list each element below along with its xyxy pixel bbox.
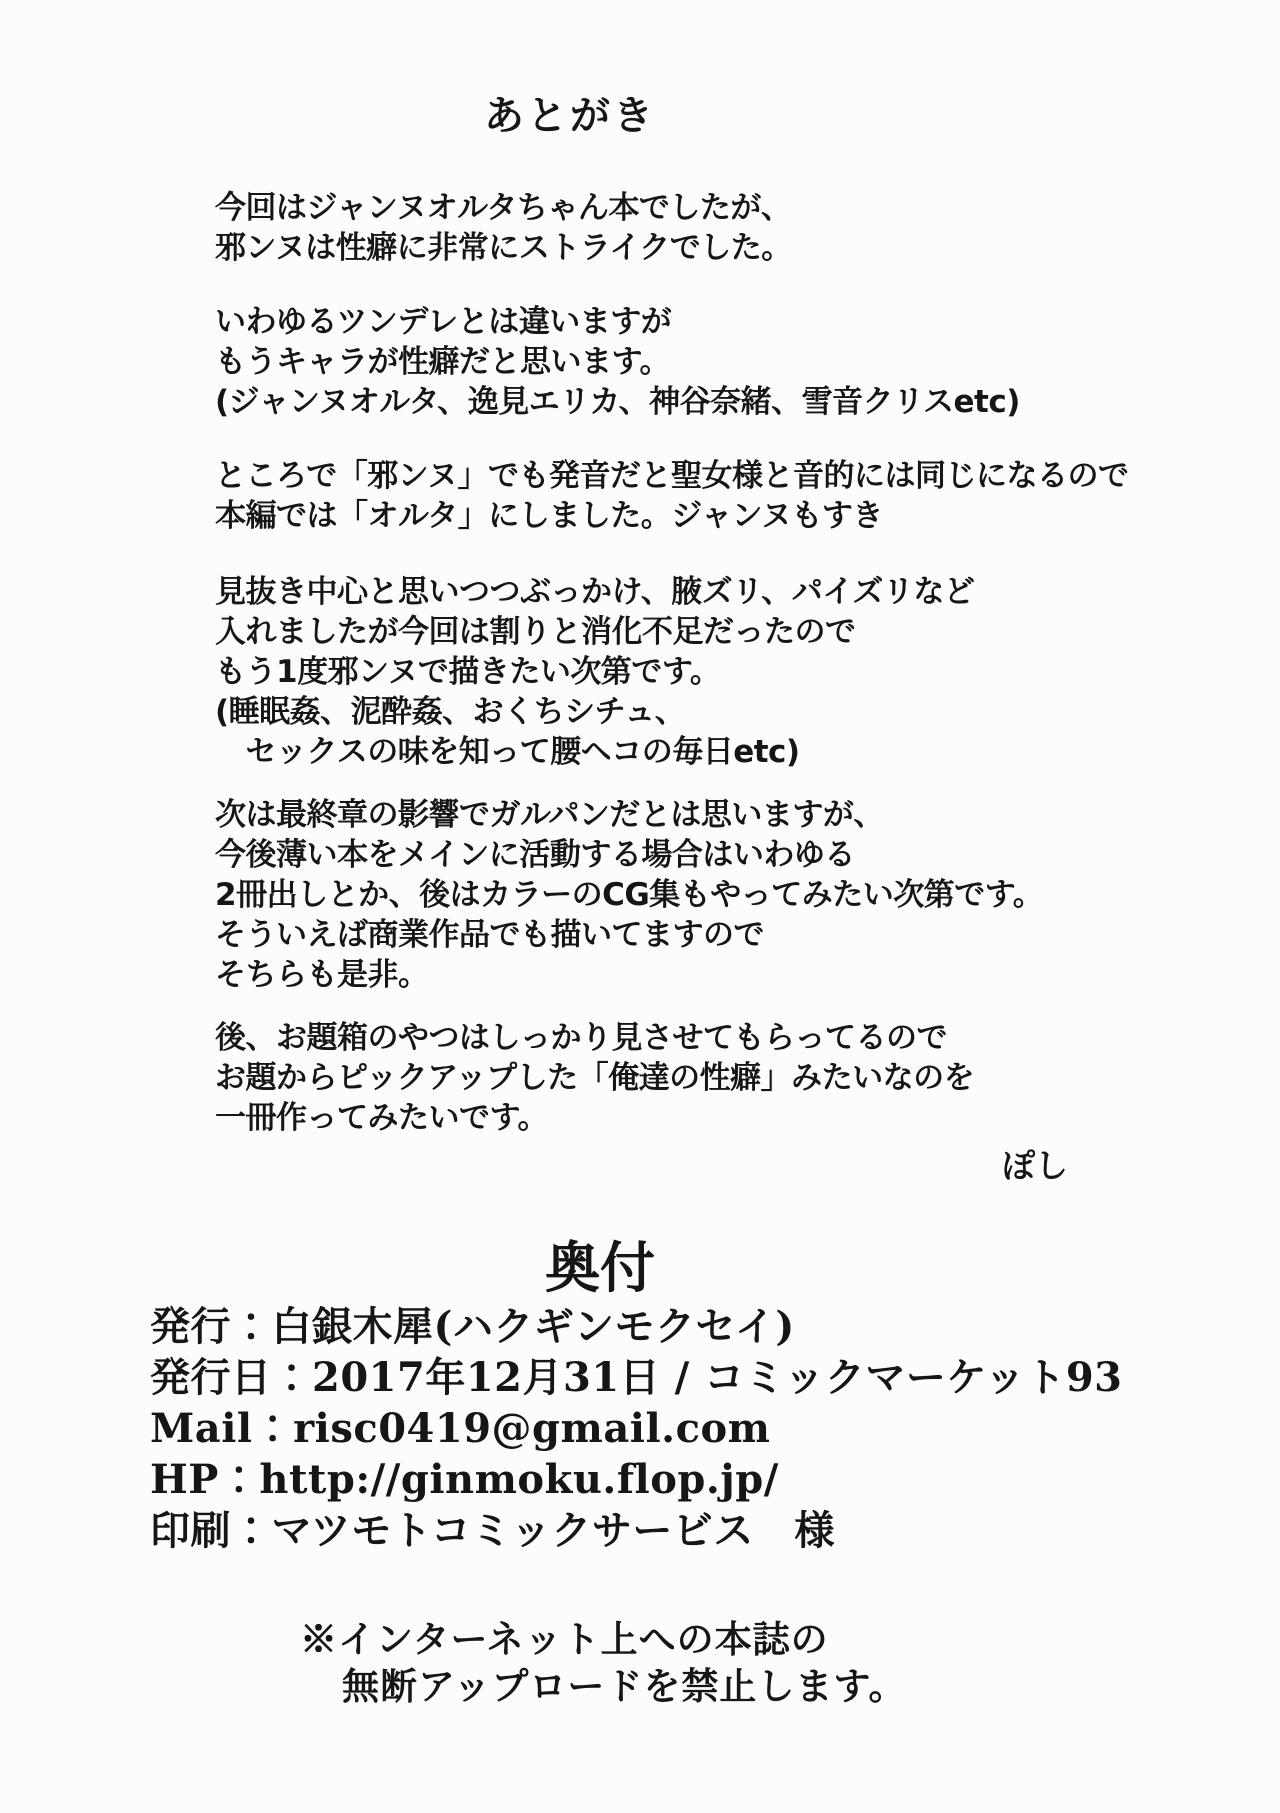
afterword-line: 2冊出しとか、後はカラーのCG集もやってみたい次第です。	[215, 877, 1044, 913]
author-signature: ぽし	[1002, 1146, 1068, 1185]
afterword-line: もうキャラが性癖だと思います。	[215, 344, 671, 380]
afterword-line: もう1度邪ンヌで描きたい次第です。	[215, 654, 721, 690]
colophon-date-line: 発行日：2017年12月31日 / コミックマーケット93	[150, 1354, 1123, 1401]
afterword-line: 本編では「オルタ」にしました。ジャンヌもすき	[215, 498, 883, 534]
afterword-paragraph-2	[215, 302, 1020, 422]
afterword-paragraph-5	[215, 795, 1043, 995]
colophon-printer-line: 印刷：マツモトコミックサービス 様	[150, 1507, 835, 1554]
upload-notice-line: 無断アップロードを禁止します。	[342, 1664, 907, 1708]
afterword-line: そういえば商業作品でも描いてますので	[215, 917, 764, 953]
colophon-mail-line: Mail：risc0419@gmail.com	[150, 1405, 771, 1452]
afterword-line: (睡眠姦、泥酔姦、おくちシチュ、	[215, 694, 686, 730]
afterword-line: セックスの味を知って腰ヘコの毎日etc)	[215, 734, 800, 770]
afterword-paragraph-6	[215, 1018, 974, 1138]
afterword-title: あとがき	[484, 93, 656, 139]
afterword-paragraph-3	[215, 456, 1128, 536]
afterword-line: 入れましたが今回は割りと消化不足だったので	[215, 614, 856, 650]
afterword-paragraph-4	[215, 572, 974, 772]
afterword-paragraph-1	[215, 188, 792, 268]
afterword-line: 次は最終章の影響でガルパンだとは思いますが、	[215, 797, 884, 833]
afterword-line: ところで「邪ンヌ」でも発音だと聖女様と音的には同じになるので	[215, 458, 1129, 494]
afterword-line: 後、お題箱のやつはしっかり見させてもらってるので	[215, 1020, 947, 1056]
upload-notice	[300, 1616, 906, 1710]
afterword-line: そちらも是非。	[215, 957, 429, 993]
afterword-line: 一冊作ってみたいです。	[215, 1100, 549, 1136]
afterword-line: 今後薄い本をメインに活動する場合はいわゆる	[215, 837, 855, 873]
colophon-info	[150, 1301, 1122, 1556]
colophon-publisher-line: 発行：白銀木犀(ハクギンモクセイ)	[150, 1303, 795, 1350]
afterword-line: (ジャンヌオルタ、逸見エリカ、神谷奈緒、雪音クリスetc)	[215, 384, 1020, 420]
afterword-line: お題からピックアップした「俺達の性癖」みたいなのを	[215, 1060, 975, 1096]
colophon-title: 奥付	[544, 1235, 655, 1300]
afterword-line: 邪ンヌは性癖に非常にストライクでした。	[215, 230, 792, 266]
upload-notice-line: ※インターネット上への本誌の	[300, 1617, 829, 1661]
afterword-line: 今回はジャンヌオルタちゃん本でしたが、	[215, 190, 792, 226]
afterword-line: いわゆるツンデレとは違いますが	[215, 304, 672, 340]
colophon-hp-line: HP：http://ginmoku.flop.jp/	[150, 1456, 779, 1503]
afterword-line: 見抜き中心と思いつつぶっかけ、腋ズリ、パイズリなど	[215, 574, 975, 610]
